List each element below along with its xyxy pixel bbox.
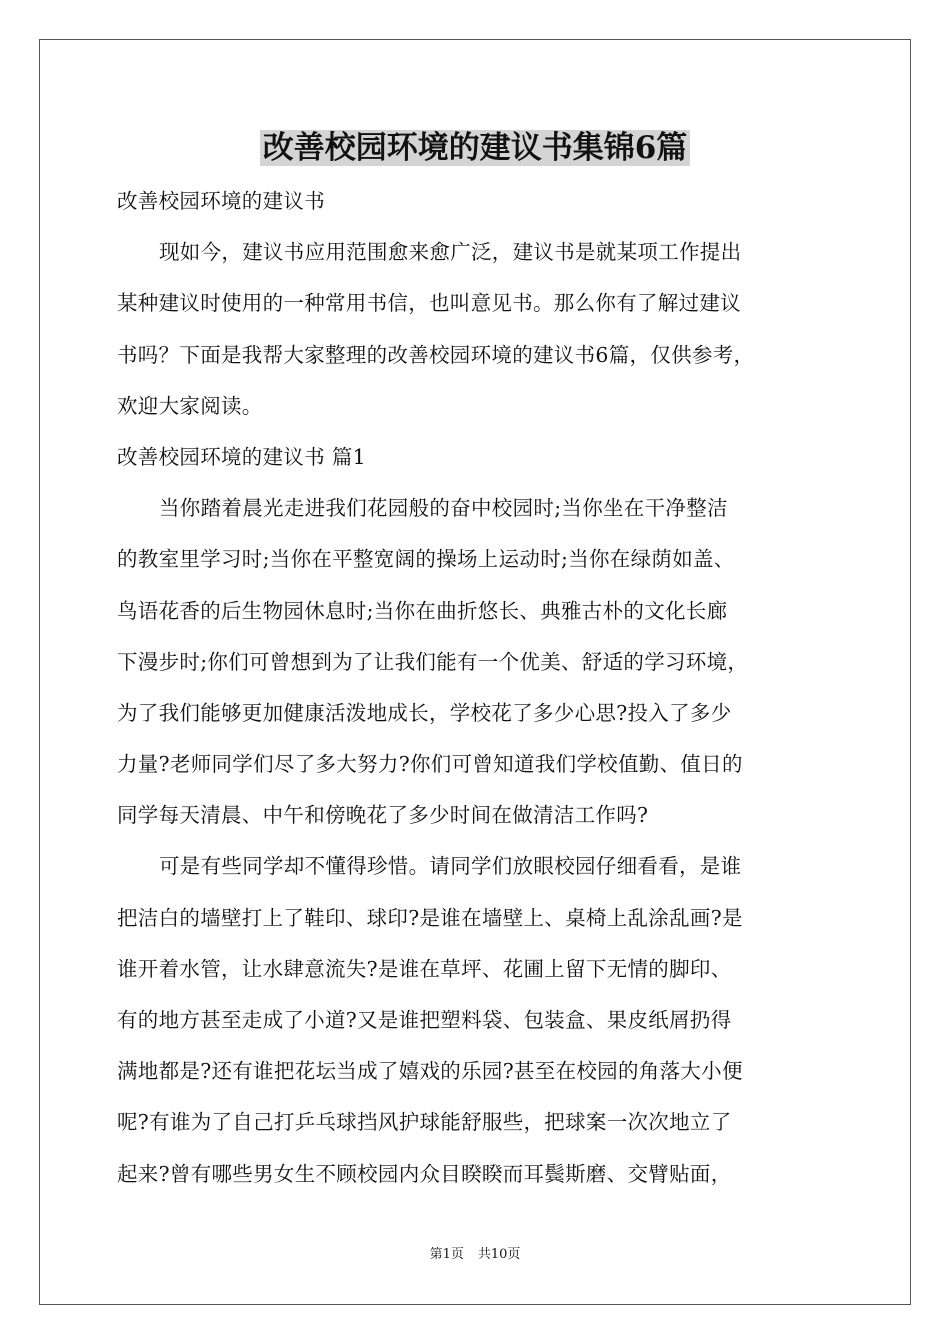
- paragraph-line: 可是有些同学却不懂得珍惜。请同学们放眼校园仔细看看，是谁: [159, 854, 742, 879]
- paragraph-line: 力量?老师同学们尽了多大努力?你们可曾知道我们学校值勤、值日的: [117, 752, 743, 777]
- page-total: 共10页: [477, 1247, 521, 1262]
- paragraph-line: 下漫步时;你们可曾想到为了让我们能有一个优美、舒适的学习环境，: [117, 649, 749, 674]
- paragraph-line: 鸟语花香的后生物园休息时;当你在曲折悠长、典雅古朴的文化长廊: [117, 598, 728, 623]
- paragraph-line: 现如今，建议书应用范围愈来愈广泛，建议书是就某项工作提出: [159, 240, 742, 265]
- page-number: 第1页: [429, 1247, 464, 1262]
- section-heading: 改善校园环境的建议书: [117, 189, 325, 213]
- paragraph-line: 同学每天清晨、中午和傍晚花了多少时间在做清洁工作吗?: [117, 803, 649, 828]
- paragraph-line: 有的地方甚至走成了小道?又是谁把塑料袋、包装盒、果皮纸屑扔得: [117, 1008, 732, 1032]
- paragraph-line: 书吗？下面是我帮大家整理的改善校园环境的建议书6篇，仅供参考，: [117, 342, 755, 367]
- paragraph-line: 为了我们能够更加健康活泼地成长，学校花了多少心思?投入了多少: [117, 700, 732, 725]
- paragraph-line: 起来?曾有哪些男女生不顾校园内众目睽睽而耳鬓斯磨、交臂贴面，: [117, 1161, 732, 1186]
- document-title: [0, 126, 950, 170]
- paragraph-line: 谁开着水管，让水肆意流失?是谁在草坪、花圃上留下无情的脚印、: [117, 956, 732, 981]
- page-footer: [0, 1245, 950, 1265]
- section-heading: 改善校园环境的建议书 篇1: [117, 444, 366, 469]
- paragraph-line: 呢?有谁为了自己打乒乓球挡风护球能舒服些，把球案一次次地立了: [117, 1110, 732, 1135]
- paragraph-line: 的教室里学习时;当你在平整宽阔的操场上运动时;当你在绿荫如盖、: [117, 547, 735, 572]
- paragraph-line: 满地都是?还有谁把花坛当成了嬉戏的乐园?甚至在校园的角落大小便: [117, 1059, 743, 1084]
- paragraph-line: 欢迎大家阅读。: [117, 393, 263, 418]
- title-text: 改善校园环境的建议书集锦6篇: [260, 130, 691, 166]
- paragraph-line: 某种建议时使用的一种常用书信，也叫意见书。那么你有了解过建议: [117, 291, 741, 316]
- paragraph-line: 当你踏着晨光走进我们花园般的奋中校园时;当你坐在干净整洁: [159, 496, 728, 521]
- document-body: [117, 176, 835, 1200]
- paragraph-line: 把洁白的墙壁打上了鞋印、球印?是谁在墙壁上、桌椅上乱涂乱画?是: [117, 905, 743, 930]
